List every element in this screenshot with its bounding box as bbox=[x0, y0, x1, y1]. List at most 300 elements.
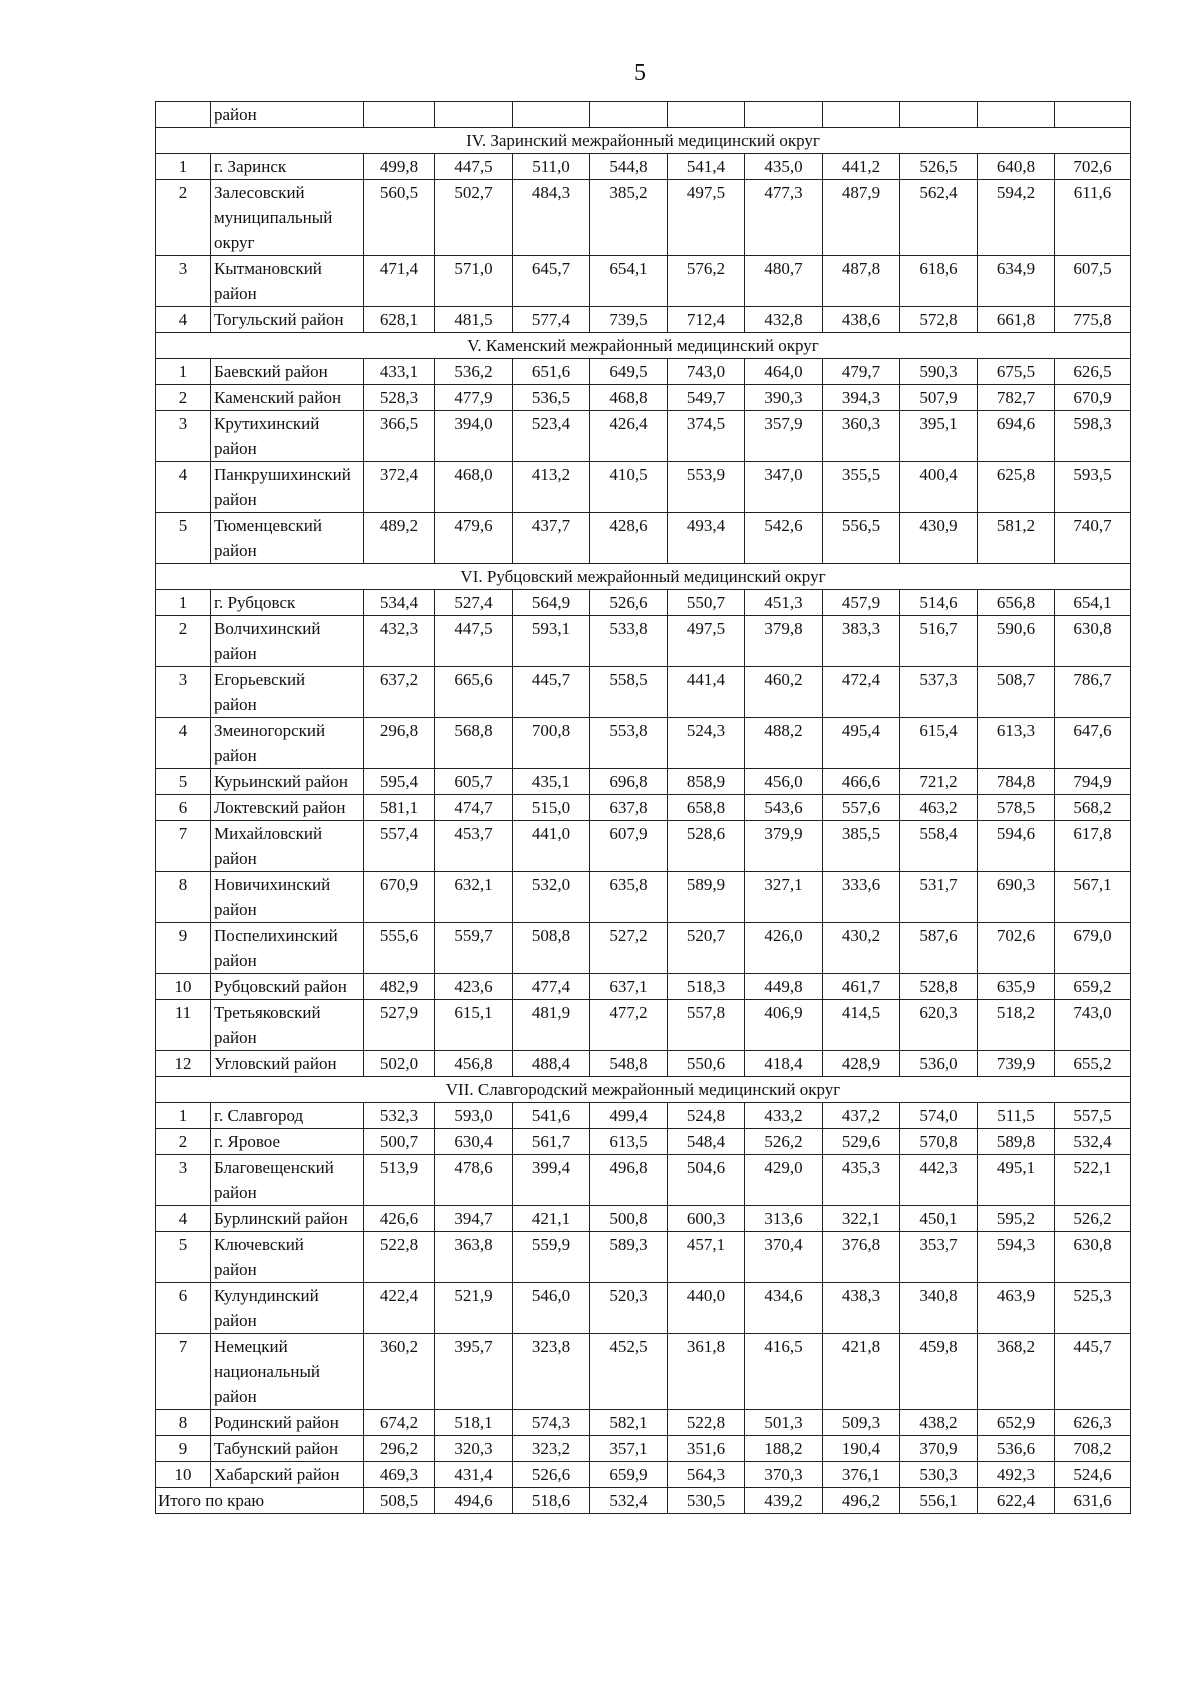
value-cell: 460,2 bbox=[745, 667, 823, 718]
value-cell: 379,9 bbox=[745, 821, 823, 872]
value-cell: 558,5 bbox=[590, 667, 668, 718]
row-index-cell: 7 bbox=[156, 1334, 211, 1410]
table-row bbox=[156, 307, 1131, 333]
row-index-cell: 10 bbox=[156, 1462, 211, 1488]
value-cell: 578,5 bbox=[978, 795, 1055, 821]
value-cell: 607,5 bbox=[1055, 256, 1131, 307]
table-row bbox=[156, 769, 1131, 795]
value-cell: 659,9 bbox=[590, 1462, 668, 1488]
value-cell: 426,4 bbox=[590, 411, 668, 462]
district-name-cell: г. Славгород bbox=[211, 1103, 364, 1129]
table-row bbox=[156, 1283, 1131, 1334]
value-cell: 499,4 bbox=[590, 1103, 668, 1129]
district-name-cell: Бурлинский район bbox=[211, 1206, 364, 1232]
value-cell: 557,5 bbox=[1055, 1103, 1131, 1129]
value-cell: 553,9 bbox=[668, 462, 745, 513]
value-cell: 533,8 bbox=[590, 616, 668, 667]
value-cell: 587,6 bbox=[900, 923, 978, 974]
value-cell: 428,6 bbox=[590, 513, 668, 564]
value-cell: 529,6 bbox=[823, 1129, 900, 1155]
value-cell: 482,9 bbox=[364, 974, 435, 1000]
value-cell: 534,4 bbox=[364, 590, 435, 616]
value-cell: 556,5 bbox=[823, 513, 900, 564]
value-cell: 320,3 bbox=[435, 1436, 513, 1462]
table-row bbox=[156, 974, 1131, 1000]
total-value-cell: 631,6 bbox=[1055, 1488, 1131, 1514]
value-cell: 511,5 bbox=[978, 1103, 1055, 1129]
row-index-cell: 4 bbox=[156, 307, 211, 333]
value-cell: 515,0 bbox=[513, 795, 590, 821]
value-cell: 568,2 bbox=[1055, 795, 1131, 821]
value-cell: 794,9 bbox=[1055, 769, 1131, 795]
value-cell: 347,0 bbox=[745, 462, 823, 513]
district-name-cell: Кулундинский район bbox=[211, 1283, 364, 1334]
value-cell: 363,8 bbox=[435, 1232, 513, 1283]
value-cell: 613,3 bbox=[978, 718, 1055, 769]
value-cell: 743,0 bbox=[1055, 1000, 1131, 1051]
district-name-cell: Тогульский район bbox=[211, 307, 364, 333]
value-cell: 501,3 bbox=[745, 1410, 823, 1436]
value-cell: 652,9 bbox=[978, 1410, 1055, 1436]
value-cell bbox=[668, 102, 745, 128]
value-cell: 523,4 bbox=[513, 411, 590, 462]
row-index-cell: 5 bbox=[156, 769, 211, 795]
value-cell: 696,8 bbox=[590, 769, 668, 795]
value-cell: 574,3 bbox=[513, 1410, 590, 1436]
value-cell: 477,2 bbox=[590, 1000, 668, 1051]
value-cell: 456,8 bbox=[435, 1051, 513, 1077]
table-row bbox=[156, 256, 1131, 307]
row-index-cell: 2 bbox=[156, 180, 211, 256]
value-cell: 322,1 bbox=[823, 1206, 900, 1232]
value-cell: 564,9 bbox=[513, 590, 590, 616]
value-cell: 400,4 bbox=[900, 462, 978, 513]
value-cell: 564,3 bbox=[668, 1462, 745, 1488]
value-cell: 617,8 bbox=[1055, 821, 1131, 872]
total-value-cell: 508,5 bbox=[364, 1488, 435, 1514]
value-cell: 432,3 bbox=[364, 616, 435, 667]
table-row bbox=[156, 821, 1131, 872]
value-cell: 557,8 bbox=[668, 1000, 745, 1051]
value-cell: 632,1 bbox=[435, 872, 513, 923]
value-cell: 615,4 bbox=[900, 718, 978, 769]
value-cell: 630,8 bbox=[1055, 616, 1131, 667]
value-cell: 477,4 bbox=[513, 974, 590, 1000]
value-cell: 496,8 bbox=[590, 1155, 668, 1206]
section-header-row bbox=[156, 564, 1131, 590]
value-cell: 548,4 bbox=[668, 1129, 745, 1155]
district-name-cell: Курьинский район bbox=[211, 769, 364, 795]
value-cell: 557,4 bbox=[364, 821, 435, 872]
district-name-cell: г. Заринск bbox=[211, 154, 364, 180]
value-cell: 784,8 bbox=[978, 769, 1055, 795]
value-cell: 445,7 bbox=[513, 667, 590, 718]
district-name-cell: Локтевский район bbox=[211, 795, 364, 821]
value-cell: 484,3 bbox=[513, 180, 590, 256]
row-index-cell: 3 bbox=[156, 256, 211, 307]
table-row bbox=[156, 616, 1131, 667]
value-cell: 426,6 bbox=[364, 1206, 435, 1232]
value-cell: 413,2 bbox=[513, 462, 590, 513]
value-cell: 743,0 bbox=[668, 359, 745, 385]
value-cell: 323,8 bbox=[513, 1334, 590, 1410]
value-cell: 445,7 bbox=[1055, 1334, 1131, 1410]
value-cell: 559,9 bbox=[513, 1232, 590, 1283]
section-title: VII. Славгородский межрайонный медицинский округ bbox=[156, 1077, 1131, 1103]
value-cell: 463,2 bbox=[900, 795, 978, 821]
value-cell: 468,8 bbox=[590, 385, 668, 411]
value-cell: 527,4 bbox=[435, 590, 513, 616]
value-cell: 431,4 bbox=[435, 1462, 513, 1488]
row-index-cell: 1 bbox=[156, 359, 211, 385]
value-cell: 595,4 bbox=[364, 769, 435, 795]
value-cell: 628,1 bbox=[364, 307, 435, 333]
value-cell: 536,0 bbox=[900, 1051, 978, 1077]
total-value-cell: 518,6 bbox=[513, 1488, 590, 1514]
value-cell bbox=[513, 102, 590, 128]
value-cell: 541,6 bbox=[513, 1103, 590, 1129]
row-index-cell: 8 bbox=[156, 872, 211, 923]
value-cell: 537,3 bbox=[900, 667, 978, 718]
value-cell: 590,3 bbox=[900, 359, 978, 385]
value-cell: 530,3 bbox=[900, 1462, 978, 1488]
district-name-cell: г. Рубцовск bbox=[211, 590, 364, 616]
section-title: VI. Рубцовский межрайонный медицинский округ bbox=[156, 564, 1131, 590]
table-row bbox=[156, 795, 1131, 821]
value-cell: 531,7 bbox=[900, 872, 978, 923]
value-cell: 376,1 bbox=[823, 1462, 900, 1488]
value-cell: 360,2 bbox=[364, 1334, 435, 1410]
district-name-cell: Каменский район bbox=[211, 385, 364, 411]
value-cell: 658,8 bbox=[668, 795, 745, 821]
value-cell: 479,6 bbox=[435, 513, 513, 564]
district-name-cell: Немецкий национальный район bbox=[211, 1334, 364, 1410]
row-index-cell: 7 bbox=[156, 821, 211, 872]
value-cell: 394,0 bbox=[435, 411, 513, 462]
value-cell: 593,0 bbox=[435, 1103, 513, 1129]
value-cell: 594,2 bbox=[978, 180, 1055, 256]
value-cell bbox=[364, 102, 435, 128]
value-cell: 605,7 bbox=[435, 769, 513, 795]
value-cell: 514,6 bbox=[900, 590, 978, 616]
value-cell: 442,3 bbox=[900, 1155, 978, 1206]
value-cell: 786,7 bbox=[1055, 667, 1131, 718]
value-cell: 524,6 bbox=[1055, 1462, 1131, 1488]
row-index-cell: 1 bbox=[156, 154, 211, 180]
district-name-cell: Панкрушихинский район bbox=[211, 462, 364, 513]
value-cell: 590,6 bbox=[978, 616, 1055, 667]
value-cell bbox=[745, 102, 823, 128]
total-value-cell: 496,2 bbox=[823, 1488, 900, 1514]
value-cell: 572,8 bbox=[900, 307, 978, 333]
value-cell: 630,4 bbox=[435, 1129, 513, 1155]
row-index-cell: 3 bbox=[156, 1155, 211, 1206]
value-cell: 502,0 bbox=[364, 1051, 435, 1077]
value-cell: 634,9 bbox=[978, 256, 1055, 307]
table-row bbox=[156, 923, 1131, 974]
value-cell: 520,3 bbox=[590, 1283, 668, 1334]
value-cell: 582,1 bbox=[590, 1410, 668, 1436]
value-cell: 296,8 bbox=[364, 718, 435, 769]
value-cell: 611,6 bbox=[1055, 180, 1131, 256]
value-cell: 659,2 bbox=[1055, 974, 1131, 1000]
value-cell: 509,3 bbox=[823, 1410, 900, 1436]
value-cell: 414,5 bbox=[823, 1000, 900, 1051]
value-cell: 395,7 bbox=[435, 1334, 513, 1410]
value-cell: 390,3 bbox=[745, 385, 823, 411]
value-cell: 471,4 bbox=[364, 256, 435, 307]
value-cell: 526,5 bbox=[900, 154, 978, 180]
value-cell: 190,4 bbox=[823, 1436, 900, 1462]
value-cell: 694,6 bbox=[978, 411, 1055, 462]
value-cell: 435,1 bbox=[513, 769, 590, 795]
row-index-cell bbox=[156, 102, 211, 128]
district-name-cell: Хабарский район bbox=[211, 1462, 364, 1488]
value-cell: 370,9 bbox=[900, 1436, 978, 1462]
value-cell: 368,2 bbox=[978, 1334, 1055, 1410]
table-row bbox=[156, 718, 1131, 769]
value-cell: 562,4 bbox=[900, 180, 978, 256]
value-cell: 536,2 bbox=[435, 359, 513, 385]
row-index-cell: 4 bbox=[156, 718, 211, 769]
value-cell: 521,9 bbox=[435, 1283, 513, 1334]
value-cell: 593,5 bbox=[1055, 462, 1131, 513]
total-value-cell: 494,6 bbox=[435, 1488, 513, 1514]
table-row bbox=[156, 590, 1131, 616]
value-cell: 581,2 bbox=[978, 513, 1055, 564]
value-cell: 690,3 bbox=[978, 872, 1055, 923]
value-cell: 550,6 bbox=[668, 1051, 745, 1077]
value-cell: 457,9 bbox=[823, 590, 900, 616]
value-cell: 313,6 bbox=[745, 1206, 823, 1232]
value-cell: 327,1 bbox=[745, 872, 823, 923]
table-row bbox=[156, 1410, 1131, 1436]
value-cell: 560,5 bbox=[364, 180, 435, 256]
value-cell: 541,4 bbox=[668, 154, 745, 180]
total-row bbox=[156, 1488, 1131, 1514]
value-cell: 593,1 bbox=[513, 616, 590, 667]
value-cell: 613,5 bbox=[590, 1129, 668, 1155]
value-cell: 489,2 bbox=[364, 513, 435, 564]
table-row bbox=[156, 462, 1131, 513]
value-cell: 625,8 bbox=[978, 462, 1055, 513]
value-cell: 487,8 bbox=[823, 256, 900, 307]
value-cell: 426,0 bbox=[745, 923, 823, 974]
value-cell: 493,4 bbox=[668, 513, 745, 564]
total-value-cell: 532,4 bbox=[590, 1488, 668, 1514]
row-index-cell: 5 bbox=[156, 513, 211, 564]
value-cell bbox=[900, 102, 978, 128]
district-name-cell: Залесовский муниципальный округ bbox=[211, 180, 364, 256]
value-cell: 500,7 bbox=[364, 1129, 435, 1155]
value-cell: 351,6 bbox=[668, 1436, 745, 1462]
table-row bbox=[156, 180, 1131, 256]
district-name-cell: Угловский район bbox=[211, 1051, 364, 1077]
value-cell: 520,7 bbox=[668, 923, 745, 974]
value-cell: 461,7 bbox=[823, 974, 900, 1000]
section-title: V. Каменский межрайонный медицинский округ bbox=[156, 333, 1131, 359]
value-cell: 589,8 bbox=[978, 1129, 1055, 1155]
value-cell: 441,4 bbox=[668, 667, 745, 718]
value-cell: 518,1 bbox=[435, 1410, 513, 1436]
value-cell bbox=[978, 102, 1055, 128]
district-name-cell: Змеиногорский район bbox=[211, 718, 364, 769]
value-cell: 595,2 bbox=[978, 1206, 1055, 1232]
district-name-cell: Табунский район bbox=[211, 1436, 364, 1462]
value-cell: 626,3 bbox=[1055, 1410, 1131, 1436]
value-cell: 526,2 bbox=[1055, 1206, 1131, 1232]
value-cell: 615,1 bbox=[435, 1000, 513, 1051]
value-cell: 600,3 bbox=[668, 1206, 745, 1232]
value-cell: 674,2 bbox=[364, 1410, 435, 1436]
value-cell: 385,5 bbox=[823, 821, 900, 872]
value-cell: 394,7 bbox=[435, 1206, 513, 1232]
value-cell: 410,5 bbox=[590, 462, 668, 513]
value-cell: 495,4 bbox=[823, 718, 900, 769]
value-cell: 366,5 bbox=[364, 411, 435, 462]
table-row bbox=[156, 1155, 1131, 1206]
value-cell: 481,5 bbox=[435, 307, 513, 333]
value-cell: 481,9 bbox=[513, 1000, 590, 1051]
value-cell: 645,7 bbox=[513, 256, 590, 307]
value-cell: 374,5 bbox=[668, 411, 745, 462]
total-value-cell: 439,2 bbox=[745, 1488, 823, 1514]
value-cell: 665,6 bbox=[435, 667, 513, 718]
indicator-table bbox=[155, 101, 1131, 1514]
total-label-cell: Итого по краю bbox=[156, 1488, 364, 1514]
value-cell: 394,3 bbox=[823, 385, 900, 411]
value-cell: 598,3 bbox=[1055, 411, 1131, 462]
district-name-cell: район bbox=[211, 102, 364, 128]
value-cell: 528,3 bbox=[364, 385, 435, 411]
row-index-cell: 2 bbox=[156, 616, 211, 667]
value-cell: 620,3 bbox=[900, 1000, 978, 1051]
value-cell: 353,7 bbox=[900, 1232, 978, 1283]
value-cell: 518,2 bbox=[978, 1000, 1055, 1051]
value-cell: 581,1 bbox=[364, 795, 435, 821]
value-cell: 441,0 bbox=[513, 821, 590, 872]
value-cell: 607,9 bbox=[590, 821, 668, 872]
value-cell: 528,8 bbox=[900, 974, 978, 1000]
value-cell: 670,9 bbox=[1055, 385, 1131, 411]
value-cell: 507,9 bbox=[900, 385, 978, 411]
table-row bbox=[156, 513, 1131, 564]
value-cell: 434,6 bbox=[745, 1283, 823, 1334]
value-cell: 526,6 bbox=[590, 590, 668, 616]
value-cell: 508,7 bbox=[978, 667, 1055, 718]
table-row bbox=[156, 1129, 1131, 1155]
row-index-cell: 3 bbox=[156, 411, 211, 462]
value-cell: 447,5 bbox=[435, 616, 513, 667]
value-cell: 649,5 bbox=[590, 359, 668, 385]
value-cell: 513,9 bbox=[364, 1155, 435, 1206]
value-cell: 447,5 bbox=[435, 154, 513, 180]
section-title: IV. Заринский межрайонный медицинский округ bbox=[156, 128, 1131, 154]
value-cell: 516,7 bbox=[900, 616, 978, 667]
row-index-cell: 12 bbox=[156, 1051, 211, 1077]
value-cell: 626,5 bbox=[1055, 359, 1131, 385]
value-cell: 437,2 bbox=[823, 1103, 900, 1129]
value-cell: 858,9 bbox=[668, 769, 745, 795]
value-cell: 532,4 bbox=[1055, 1129, 1131, 1155]
value-cell: 640,8 bbox=[978, 154, 1055, 180]
page-number: 5 bbox=[634, 60, 646, 86]
value-cell: 637,8 bbox=[590, 795, 668, 821]
value-cell: 466,6 bbox=[823, 769, 900, 795]
value-cell bbox=[1055, 102, 1131, 128]
value-cell: 463,9 bbox=[978, 1283, 1055, 1334]
value-cell: 651,6 bbox=[513, 359, 590, 385]
table-row bbox=[156, 1232, 1131, 1283]
value-cell: 577,4 bbox=[513, 307, 590, 333]
value-cell: 571,0 bbox=[435, 256, 513, 307]
value-cell: 477,9 bbox=[435, 385, 513, 411]
table-row bbox=[156, 1334, 1131, 1410]
value-cell: 383,3 bbox=[823, 616, 900, 667]
value-cell bbox=[590, 102, 668, 128]
value-cell: 474,7 bbox=[435, 795, 513, 821]
row-index-cell: 9 bbox=[156, 923, 211, 974]
value-cell: 708,2 bbox=[1055, 1436, 1131, 1462]
value-cell: 459,8 bbox=[900, 1334, 978, 1410]
row-index-cell: 8 bbox=[156, 1410, 211, 1436]
district-name-cell: Поспелихинский район bbox=[211, 923, 364, 974]
value-cell: 468,0 bbox=[435, 462, 513, 513]
value-cell: 416,5 bbox=[745, 1334, 823, 1410]
value-cell: 553,8 bbox=[590, 718, 668, 769]
value-cell: 457,1 bbox=[668, 1232, 745, 1283]
value-cell: 527,9 bbox=[364, 1000, 435, 1051]
row-index-cell: 1 bbox=[156, 590, 211, 616]
value-cell bbox=[435, 102, 513, 128]
value-cell: 536,6 bbox=[978, 1436, 1055, 1462]
value-cell: 655,2 bbox=[1055, 1051, 1131, 1077]
value-cell: 775,8 bbox=[1055, 307, 1131, 333]
table-row bbox=[156, 385, 1131, 411]
value-cell: 340,8 bbox=[900, 1283, 978, 1334]
value-cell: 441,2 bbox=[823, 154, 900, 180]
value-cell: 559,7 bbox=[435, 923, 513, 974]
district-name-cell: Новичихинский район bbox=[211, 872, 364, 923]
value-cell: 296,2 bbox=[364, 1436, 435, 1462]
table-row bbox=[156, 1436, 1131, 1462]
value-cell: 739,5 bbox=[590, 307, 668, 333]
value-cell: 188,2 bbox=[745, 1436, 823, 1462]
value-cell: 453,7 bbox=[435, 821, 513, 872]
value-cell: 740,7 bbox=[1055, 513, 1131, 564]
value-cell: 656,8 bbox=[978, 590, 1055, 616]
district-name-cell: Третьяковский район bbox=[211, 1000, 364, 1051]
value-cell: 472,4 bbox=[823, 667, 900, 718]
value-cell: 495,1 bbox=[978, 1155, 1055, 1206]
value-cell: 544,8 bbox=[590, 154, 668, 180]
value-cell: 527,2 bbox=[590, 923, 668, 974]
row-index-cell: 11 bbox=[156, 1000, 211, 1051]
table-body bbox=[156, 102, 1131, 1514]
district-name-cell: г. Яровое bbox=[211, 1129, 364, 1155]
value-cell: 635,8 bbox=[590, 872, 668, 923]
row-index-cell: 6 bbox=[156, 795, 211, 821]
value-cell: 618,6 bbox=[900, 256, 978, 307]
row-index-cell: 5 bbox=[156, 1232, 211, 1283]
value-cell: 452,5 bbox=[590, 1334, 668, 1410]
value-cell: 385,2 bbox=[590, 180, 668, 256]
value-cell: 477,3 bbox=[745, 180, 823, 256]
value-cell: 399,4 bbox=[513, 1155, 590, 1206]
value-cell: 546,0 bbox=[513, 1283, 590, 1334]
value-cell: 355,5 bbox=[823, 462, 900, 513]
value-cell: 558,4 bbox=[900, 821, 978, 872]
